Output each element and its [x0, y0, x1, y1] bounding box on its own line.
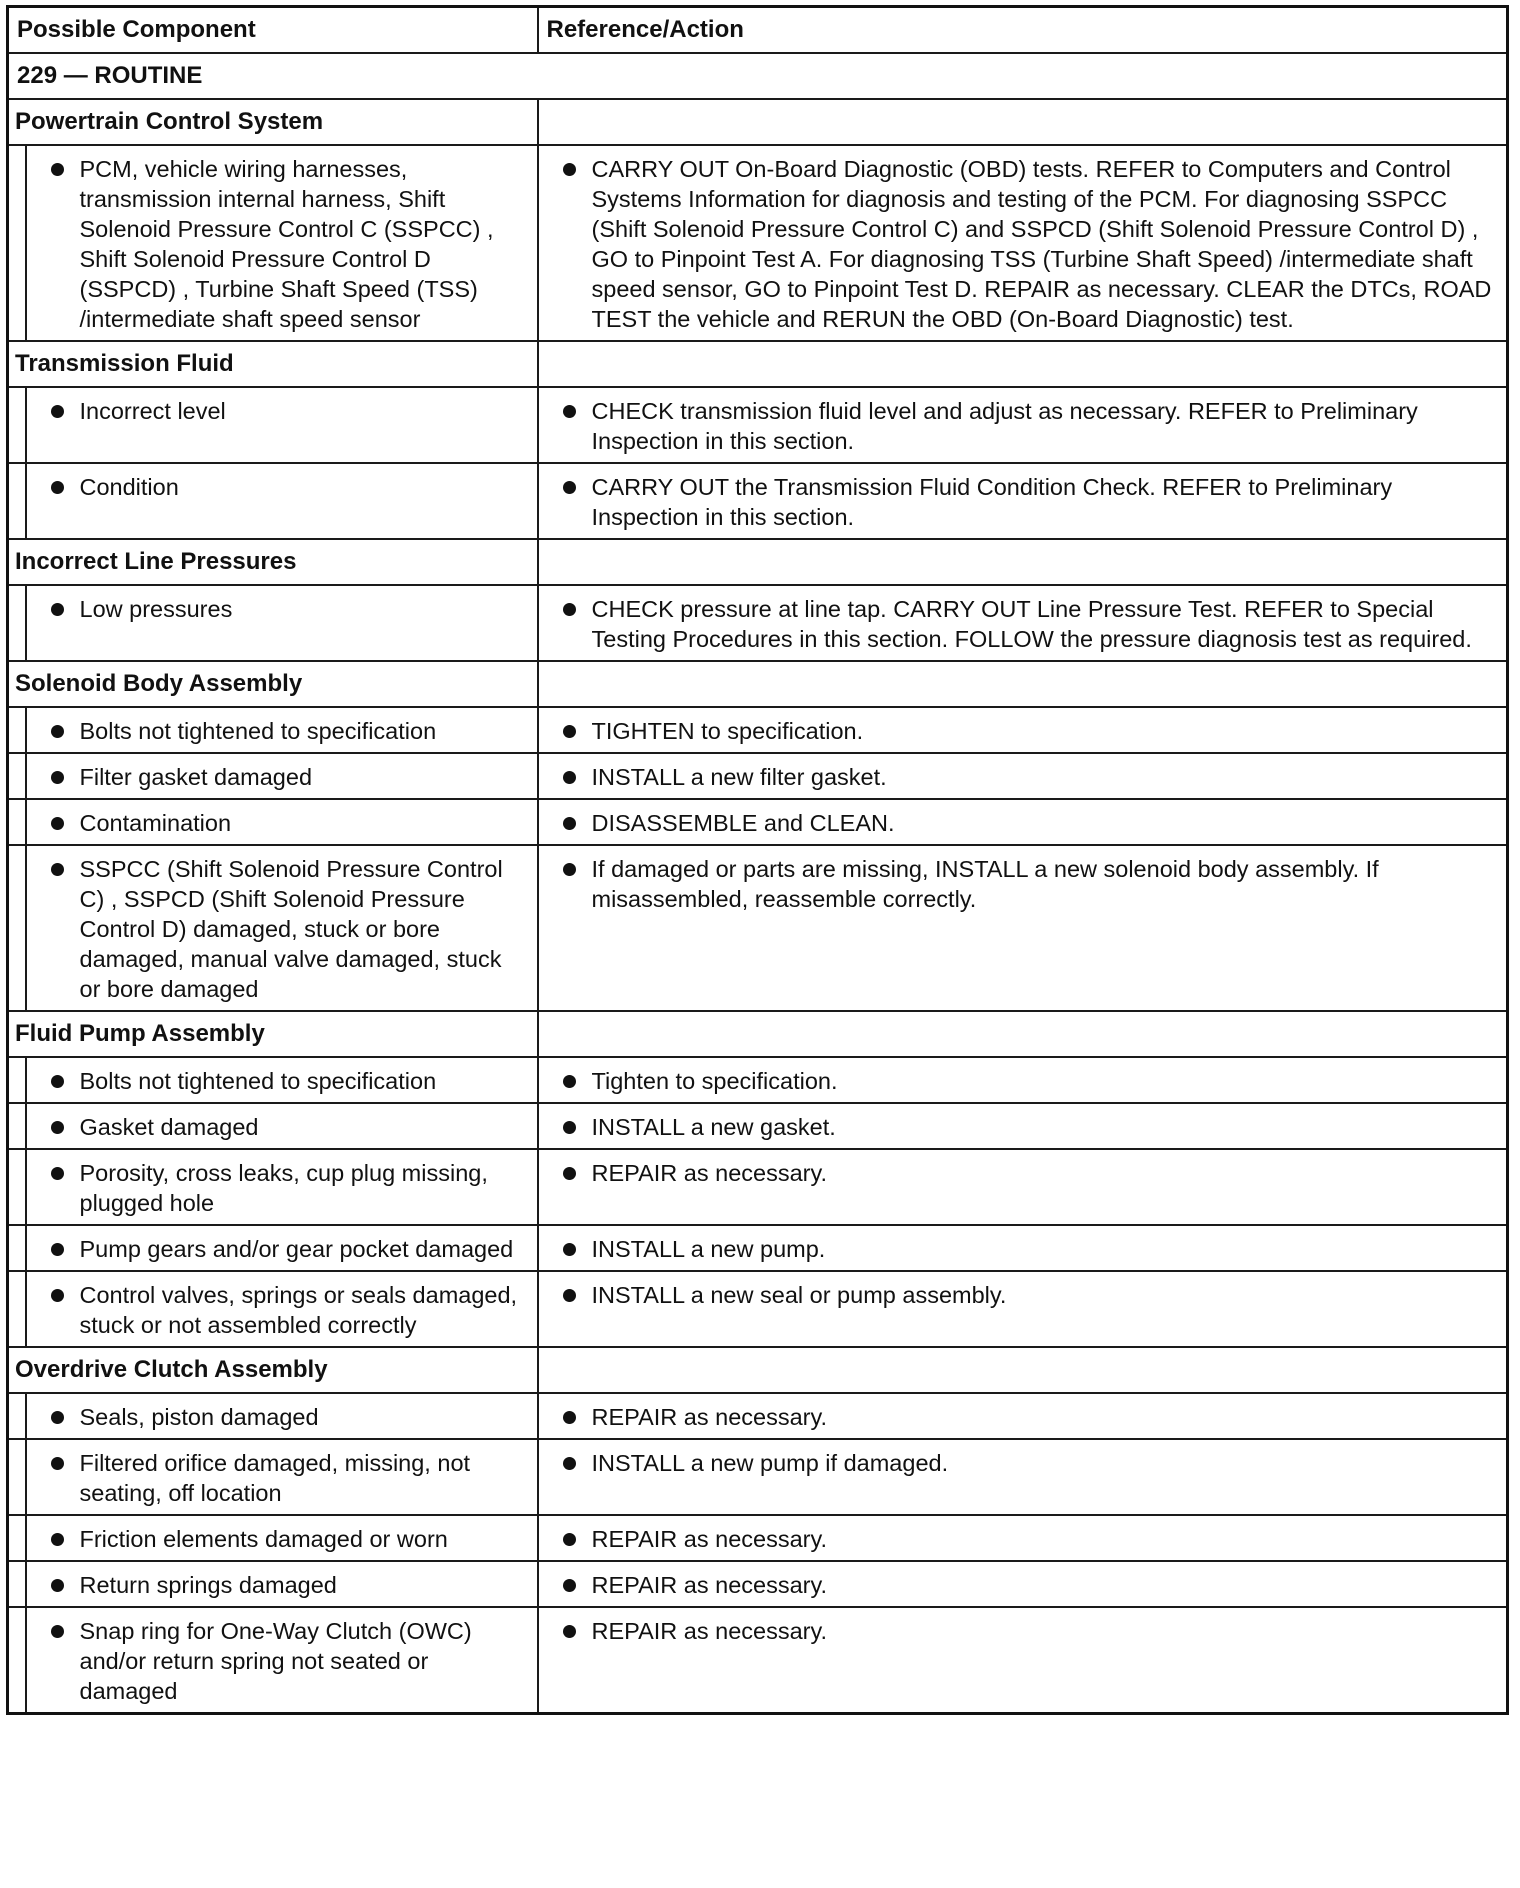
component-cell [26, 1271, 538, 1347]
component-bullet-item [35, 154, 529, 334]
action-text: REPAIR as necessary. [591, 1618, 828, 1644]
component-cell [26, 1103, 538, 1149]
action-bullet-item [547, 854, 1499, 914]
table-row [8, 753, 1508, 799]
component-text: Low pressures [79, 596, 233, 622]
indent-cell [8, 1103, 26, 1149]
section-row [8, 99, 1508, 145]
component-cell [26, 145, 538, 341]
component-text: Control valves, springs or seals damaged, stuck or not assembled correctly [79, 1282, 518, 1338]
action-cell [538, 1393, 1508, 1439]
action-text: INSTALL a new pump if damaged. [591, 1450, 949, 1476]
section-title: Overdrive Clutch Assembly [8, 1347, 538, 1393]
section-row [8, 1011, 1508, 1057]
action-bullet-item [547, 154, 1499, 334]
action-text: INSTALL a new pump. [591, 1236, 826, 1262]
action-bullet-item [547, 594, 1499, 654]
indent-cell [8, 585, 26, 661]
action-cell [538, 1607, 1508, 1714]
component-bullet-item [35, 1616, 529, 1706]
component-cell [26, 1149, 538, 1225]
component-text: Contamination [79, 810, 232, 836]
action-bullet-item [547, 1616, 1499, 1646]
bullet-icon [563, 481, 576, 494]
component-cell [26, 1607, 538, 1714]
action-cell [538, 1103, 1508, 1149]
component-text: Seals, piston damaged [79, 1404, 319, 1430]
action-cell [538, 799, 1508, 845]
component-text: Gasket damaged [79, 1114, 259, 1140]
table-row [8, 1515, 1508, 1561]
action-cell [538, 1149, 1508, 1225]
action-text: REPAIR as necessary. [591, 1572, 828, 1598]
bullet-icon [51, 1457, 64, 1470]
component-cell [26, 1439, 538, 1515]
component-bullet-item [35, 1524, 529, 1554]
bullet-icon [51, 1625, 64, 1638]
section-action-empty [538, 661, 1508, 707]
action-cell [538, 387, 1508, 463]
component-bullet-item [35, 808, 529, 838]
action-bullet-item [547, 1234, 1499, 1264]
action-bullet-item [547, 472, 1499, 532]
bullet-icon [563, 725, 576, 738]
component-bullet-item [35, 1402, 529, 1432]
bullet-icon [563, 405, 576, 418]
component-bullet-item [35, 396, 529, 426]
action-bullet-item [547, 762, 1499, 792]
action-cell [538, 845, 1508, 1011]
bullet-icon [51, 1289, 64, 1302]
header-reference-action: Reference/Action [538, 7, 1508, 54]
table-row [8, 1225, 1508, 1271]
bullet-icon [563, 603, 576, 616]
bullet-icon [563, 771, 576, 784]
component-bullet-item [35, 594, 529, 624]
bullet-icon [51, 1167, 64, 1180]
table-row [8, 799, 1508, 845]
indent-cell [8, 845, 26, 1011]
table-row [8, 145, 1508, 341]
bullet-icon [51, 1411, 64, 1424]
bullet-icon [563, 1243, 576, 1256]
table-row [8, 1149, 1508, 1225]
indent-cell [8, 1439, 26, 1515]
action-cell [538, 1057, 1508, 1103]
section-title: Solenoid Body Assembly [8, 661, 538, 707]
bullet-icon [563, 1075, 576, 1088]
bullet-icon [51, 163, 64, 176]
indent-cell [8, 799, 26, 845]
component-text: Bolts not tightened to specification [79, 718, 437, 744]
action-text: INSTALL a new filter gasket. [591, 764, 887, 790]
action-text: INSTALL a new seal or pump assembly. [591, 1282, 1007, 1308]
component-cell [26, 753, 538, 799]
section-title: Incorrect Line Pressures [8, 539, 538, 585]
section-row [8, 539, 1508, 585]
action-text: INSTALL a new gasket. [591, 1114, 836, 1140]
section-title: Powertrain Control System [8, 99, 538, 145]
indent-cell [8, 387, 26, 463]
bullet-icon [51, 1243, 64, 1256]
action-bullet-item [547, 808, 1499, 838]
indent-cell [8, 463, 26, 539]
table-row [8, 1057, 1508, 1103]
component-bullet-item [35, 1448, 529, 1508]
component-bullet-item [35, 1234, 529, 1264]
routine-row [8, 53, 1508, 99]
action-text: REPAIR as necessary. [591, 1404, 828, 1430]
component-text: Filtered orifice damaged, missing, not seating, off location [79, 1450, 471, 1506]
component-bullet-item [35, 716, 529, 746]
component-cell [26, 1515, 538, 1561]
bullet-icon [563, 1411, 576, 1424]
indent-cell [8, 1149, 26, 1225]
action-cell [538, 463, 1508, 539]
bullet-icon [51, 771, 64, 784]
action-bullet-item [547, 1570, 1499, 1600]
table-row [8, 1561, 1508, 1607]
component-text: Incorrect level [79, 398, 226, 424]
section-action-empty [538, 1347, 1508, 1393]
routine-label: 229 — ROUTINE [8, 53, 1508, 99]
component-cell [26, 1393, 538, 1439]
component-bullet-item [35, 472, 529, 502]
component-text: Filter gasket damaged [79, 764, 313, 790]
action-bullet-item [547, 716, 1499, 746]
component-bullet-item [35, 854, 529, 1004]
component-cell [26, 387, 538, 463]
action-text: If damaged or parts are missing, INSTALL a new solenoid body assembly. If misassembled, reassemble correctly. [591, 856, 1379, 912]
component-cell [26, 1057, 538, 1103]
table-row [8, 1439, 1508, 1515]
action-cell [538, 585, 1508, 661]
action-text: DISASSEMBLE and CLEAN. [591, 810, 895, 836]
table-row [8, 1607, 1508, 1714]
bullet-icon [51, 1075, 64, 1088]
section-action-empty [538, 99, 1508, 145]
section-title: Fluid Pump Assembly [8, 1011, 538, 1057]
action-text: TIGHTEN to specification. [591, 718, 864, 744]
component-bullet-item [35, 1158, 529, 1218]
action-cell [538, 145, 1508, 341]
section-row [8, 341, 1508, 387]
indent-cell [8, 145, 26, 341]
action-bullet-item [547, 396, 1499, 456]
component-text: Snap ring for One-Way Clutch (OWC) and/or return spring not seated or damaged [79, 1618, 472, 1704]
section-action-empty [538, 1011, 1508, 1057]
action-bullet-item [547, 1280, 1499, 1310]
bullet-icon [563, 1121, 576, 1134]
section-row [8, 661, 1508, 707]
bullet-icon [51, 863, 64, 876]
indent-cell [8, 1057, 26, 1103]
action-text: Tighten to specification. [591, 1068, 838, 1094]
indent-cell [8, 707, 26, 753]
bullet-icon [563, 163, 576, 176]
section-row [8, 1347, 1508, 1393]
bullet-icon [51, 481, 64, 494]
indent-cell [8, 1271, 26, 1347]
bullet-icon [563, 1579, 576, 1592]
document-page [6, 5, 1509, 1715]
table-row [8, 387, 1508, 463]
component-text: PCM, vehicle wiring harnesses, transmission internal harness, Shift Solenoid Pressure Control C (SSPCC) , Shift Solenoid Pressure Control D (SSPCD) , Turbine Shaft Speed (TSS) /intermediate shaft speed sensor [79, 156, 494, 332]
bullet-icon [563, 1167, 576, 1180]
action-cell [538, 1225, 1508, 1271]
action-cell [538, 707, 1508, 753]
component-text: SSPCC (Shift Solenoid Pressure Control C) , SSPCD (Shift Solenoid Pressure Control D) damaged, stuck or bore damaged, manual valve damaged, stuck or bore damaged [79, 856, 503, 1002]
component-bullet-item [35, 762, 529, 792]
bullet-icon [563, 1457, 576, 1470]
action-bullet-item [547, 1112, 1499, 1142]
bullet-icon [563, 1289, 576, 1302]
section-action-empty [538, 539, 1508, 585]
component-bullet-item [35, 1066, 529, 1096]
bullet-icon [51, 1121, 64, 1134]
indent-cell [8, 1515, 26, 1561]
action-text: CHECK pressure at line tap. CARRY OUT Line Pressure Test. REFER to Special Testing Procedures in this section. FOLLOW the pressure diagnosis test as required. [591, 596, 1472, 652]
component-bullet-item [35, 1112, 529, 1142]
indent-cell [8, 753, 26, 799]
table-row [8, 707, 1508, 753]
action-bullet-item [547, 1158, 1499, 1188]
action-cell [538, 1271, 1508, 1347]
bullet-icon [51, 817, 64, 830]
component-text: Porosity, cross leaks, cup plug missing, plugged hole [79, 1160, 488, 1216]
bullet-icon [563, 863, 576, 876]
indent-cell [8, 1561, 26, 1607]
action-bullet-item [547, 1448, 1499, 1478]
bullet-icon [51, 1579, 64, 1592]
component-text: Return springs damaged [79, 1572, 337, 1598]
component-bullet-item [35, 1280, 529, 1340]
component-text: Pump gears and/or gear pocket damaged [79, 1236, 514, 1262]
bullet-icon [563, 1533, 576, 1546]
table-row [8, 1271, 1508, 1347]
action-text: CHECK transmission fluid level and adjust as necessary. REFER to Preliminary Inspection in this section. [591, 398, 1418, 454]
section-title: Transmission Fluid [8, 341, 538, 387]
bullet-icon [51, 405, 64, 418]
component-cell [26, 1225, 538, 1271]
component-cell [26, 707, 538, 753]
action-cell [538, 1561, 1508, 1607]
component-text: Friction elements damaged or worn [79, 1526, 448, 1552]
component-bullet-item [35, 1570, 529, 1600]
table-header-row [8, 7, 1508, 54]
action-bullet-item [547, 1066, 1499, 1096]
component-text: Bolts not tightened to specification [79, 1068, 437, 1094]
action-text: REPAIR as necessary. [591, 1526, 828, 1552]
component-cell [26, 1561, 538, 1607]
action-cell [538, 753, 1508, 799]
action-bullet-item [547, 1402, 1499, 1432]
header-possible-component: Possible Component [8, 7, 538, 54]
indent-cell [8, 1393, 26, 1439]
table-row [8, 845, 1508, 1011]
bullet-icon [563, 817, 576, 830]
diagnosis-table [6, 5, 1509, 1715]
table-row [8, 585, 1508, 661]
component-text: Condition [79, 474, 179, 500]
action-bullet-item [547, 1524, 1499, 1554]
table-row [8, 1103, 1508, 1149]
component-cell [26, 585, 538, 661]
action-cell [538, 1439, 1508, 1515]
table-row [8, 1393, 1508, 1439]
component-cell [26, 463, 538, 539]
bullet-icon [563, 1625, 576, 1638]
indent-cell [8, 1225, 26, 1271]
indent-cell [8, 1607, 26, 1714]
action-text: REPAIR as necessary. [591, 1160, 828, 1186]
component-cell [26, 799, 538, 845]
bullet-icon [51, 603, 64, 616]
bullet-icon [51, 1533, 64, 1546]
component-cell [26, 845, 538, 1011]
section-action-empty [538, 341, 1508, 387]
action-cell [538, 1515, 1508, 1561]
table-body [8, 53, 1508, 1714]
action-text: CARRY OUT the Transmission Fluid Condition Check. REFER to Preliminary Inspection in this section. [591, 474, 1393, 530]
action-text: CARRY OUT On-Board Diagnostic (OBD) tests. REFER to Computers and Control Systems Information for diagnosis and testing of the PCM. For diagnosing SSPCC (Shift Solenoid Pressure Control C) and SSPCD (Shift Solenoid Pressure Control D) , GO to Pinpoint Test A. For diagnosing TSS (Turbine Shaft Speed) /intermediate shaft speed sensor, GO to Pinpoint Test D. REPAIR as necessary. CLEAR the DTCs, ROAD TEST the vehicle and RERUN the OBD (On-Board Diagnostic) test. [591, 156, 1492, 332]
table-row [8, 463, 1508, 539]
bullet-icon [51, 725, 64, 738]
